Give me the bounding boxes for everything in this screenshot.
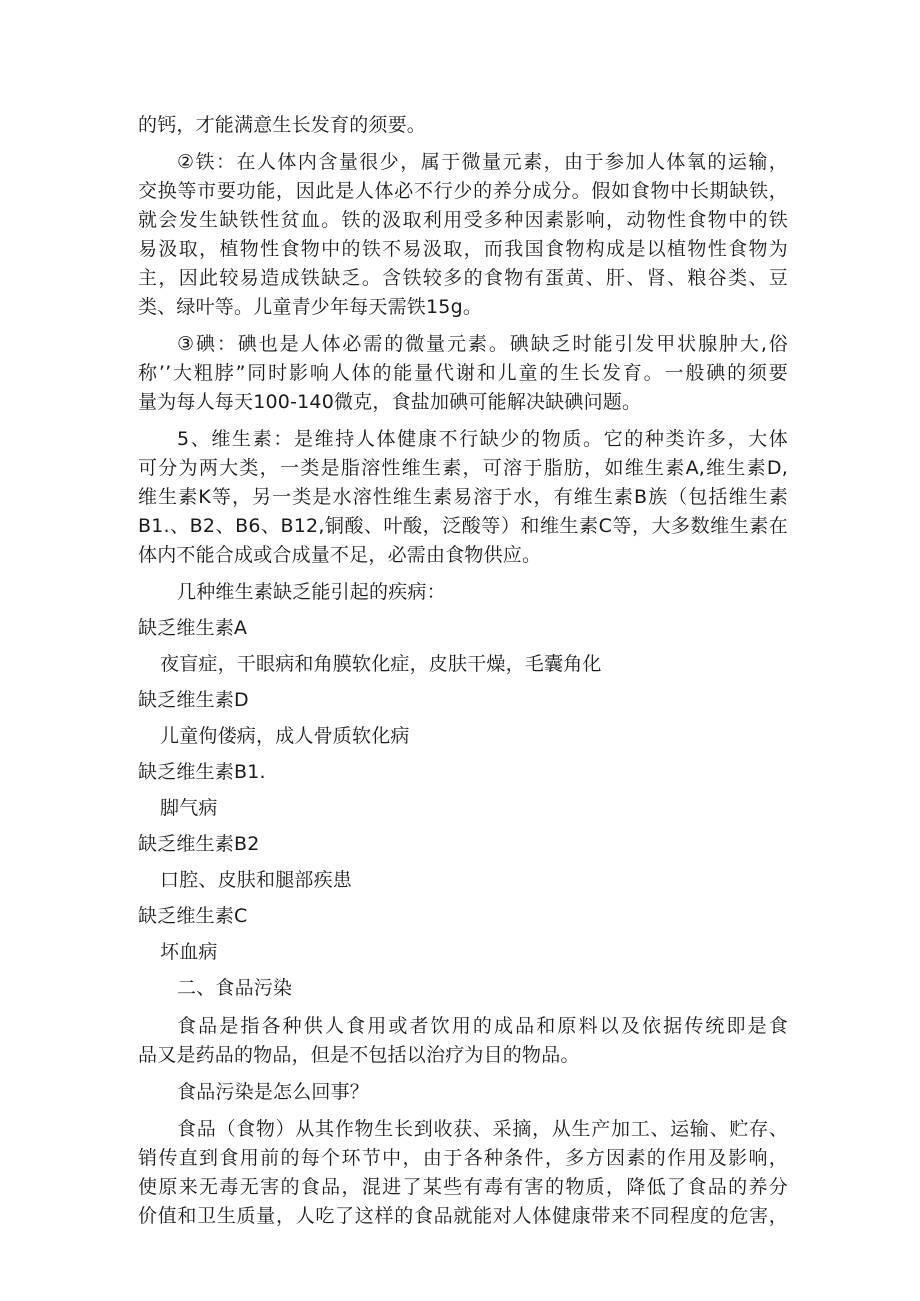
text-line: 类、绿叶等。儿童青少年每天需铁15g。: [138, 296, 483, 318]
text-line: 使原来无毒无害的食品，混进了某些有毒有害的物质，降低了食品的养分: [138, 1176, 788, 1198]
disease-item: 儿童佝偻病，成人骨质软化病: [160, 725, 410, 747]
text-line: 价值和卫生质量，人吃了这样的食品就能对人体健康带来不同程度的危害，: [138, 1205, 788, 1227]
text-line: 5、维生素：是维持人体健康不行缺少的物质。它的种类许多，大体: [177, 428, 788, 450]
vitamin-heading: 缺乏维生素D: [138, 689, 249, 711]
text-line: 食品污染是怎么回事？: [177, 1081, 370, 1103]
vitamin-heading: 缺乏维生素B2: [138, 833, 260, 855]
disease-item: 脚气病: [160, 797, 218, 819]
text-line: 维生素K等，另一类是水溶性维生素易溶于水，有维生素B族（包括维生素: [138, 486, 788, 508]
text-line: ③碘：碘也是人体必需的微量元素。碘缺乏时能引发甲状腺肿大,俗: [177, 333, 788, 355]
text-line: 易汲取，植物性食物中的铁不易汲取，而我国食物构成是以植物性食物为: [138, 238, 788, 260]
text-line: 就会发生缺铁性贫血。铁的汲取利用受多种因素影响，动物性食物中的铁: [138, 209, 788, 231]
vitamin-heading: 缺乏维生素B1.: [138, 761, 266, 783]
disease-item: 口腔、皮肤和腿部疾患: [160, 869, 353, 891]
vitamin-heading: 缺乏维生素C: [138, 905, 248, 927]
text-line: 几种维生素缺乏能引起的疾病：: [177, 581, 446, 603]
text-line: 交换等市要功能，因此是人体必不行少的养分成分。假如食物中长期缺铁，: [138, 180, 788, 202]
text-line: 销传直到食用前的每个环节中，由于各种条件，多方因素的作用及影响，: [138, 1147, 788, 1169]
text-line: B1.、B2、B6、B12,铜酸、叶酸，泛酸等）和维生素C等，大多数维生素在: [138, 515, 788, 537]
text-line: ②铁：在人体内含量很少，属于微量元素，由于参加人体氧的运输，: [177, 151, 788, 173]
text-line: 体内不能合成或合成量不足，必需由食物供应。: [138, 544, 542, 566]
text-line: 主，因此较易造成铁缺乏。含铁较多的食物有蛋黄、肝、肾、粮谷类、豆: [138, 267, 788, 289]
vitamin-heading: 缺乏维生素A: [138, 617, 248, 639]
disease-item: 夜盲症，干眼病和角膜软化症，皮肤干燥，毛囊角化: [160, 653, 602, 675]
text-line: 食品是指各种供人食用或者饮用的成品和原料以及依据传统即是食: [177, 1015, 788, 1037]
text-line: 的钙，才能满意生长发育的须要。: [138, 114, 427, 136]
text-line: 食品（食物）从其作物生长到收获、采摘，从生产加工、运输、贮存、: [177, 1118, 788, 1140]
disease-item: 坏血病: [160, 941, 218, 963]
text-line: 可分为两大类，一类是脂溶性维生素，可溶于脂肪，如维生素A,维生素D,: [138, 457, 788, 479]
text-line: 品又是药品的物品，但是不包括以治疗为目的物品。: [138, 1044, 580, 1066]
section-heading: 二、食品污染: [177, 977, 293, 999]
text-line: 量为每人每天100-140微克，食盐加碘可能解决缺碘问题。: [138, 391, 642, 413]
text-line: 称’’大粗脖”同时影响人体的能量代谢和儿童的生长发育。一般碘的须要: [138, 362, 788, 384]
